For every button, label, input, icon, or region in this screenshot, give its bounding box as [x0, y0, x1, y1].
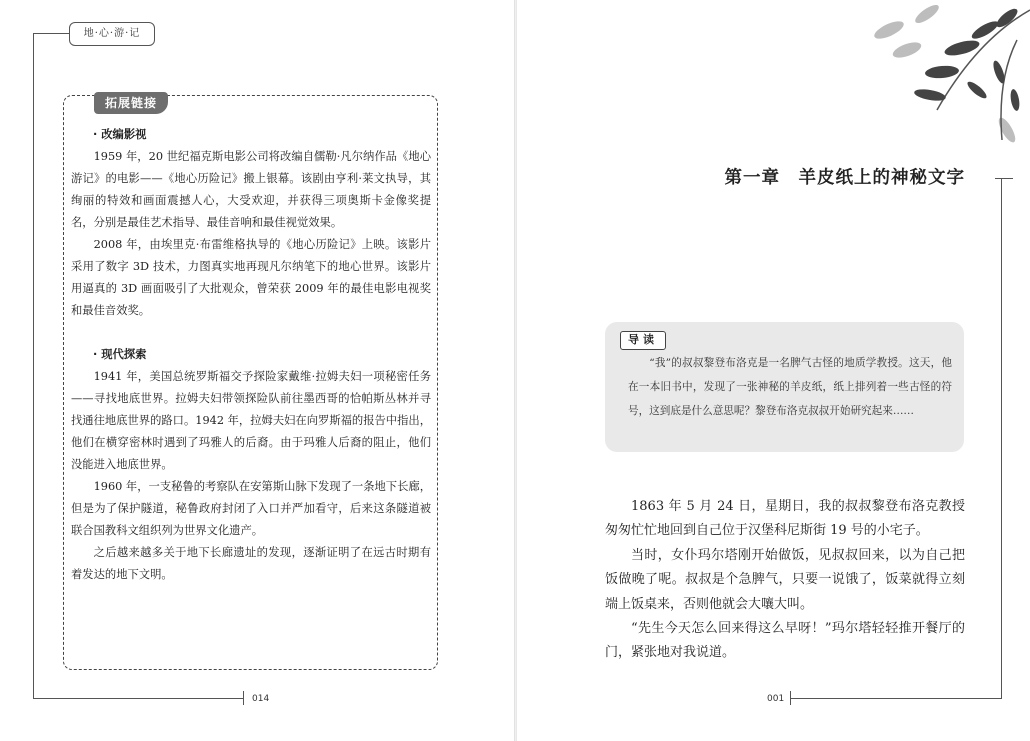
chapter-body	[605, 495, 965, 666]
box-content	[71, 122, 431, 586]
box-label: 拓展链接	[94, 92, 168, 114]
frame-bottom-line	[33, 698, 243, 699]
frame-bottom-line	[790, 698, 1002, 699]
section-heading: · 改编影视	[93, 128, 147, 141]
paragraph: 1959 年，20 世纪福克斯电影公司将改编自儒勒·凡尔纳作品《地心游记》的电影——《地心历险记》搬上银幕。该剧由亨利·莱文执导，其绚丽的特效和画面震撼人心，大受欢迎，并获得三项奥斯卡金像奖提名，分别是最佳艺术指导、最佳音响和最佳视觉效果。	[71, 150, 431, 229]
paragraph: 1863 年 5 月 24 日，星期日，我的叔叔黎登布洛克教授匆匆忙忙地回到自己位于汉堡科尼斯街 19 号的小宅子。	[605, 499, 965, 539]
guide-text	[628, 351, 952, 423]
page-number: 014	[252, 694, 270, 704]
frame-right-line	[1001, 178, 1002, 699]
guide-paragraph: “我”的叔叔黎登布洛克是一名脾气古怪的地质学教授。这天，他在一本旧书中，发现了一张神秘的羊皮纸，纸上排列着一些古怪的符号，这到底是什么意思呢？黎登布洛克叔叔开始研究起来……	[628, 357, 952, 417]
folio-tick	[790, 691, 791, 705]
chapter-title: 第一章 羊皮纸上的神秘文字	[724, 168, 965, 188]
paragraph: 1941 年，美国总统罗斯福交予探险家戴维·拉姆夫妇一项秘密任务——寻找地底世界。拉姆夫妇带领探险队前往墨西哥的恰帕斯丛林并寻找通往地底世界的路口。1942 年，拉姆夫妇在向罗斯福的报告中指出，他们在横穿密林时遇到了玛雅人的后裔。由于玛雅人后裔的阻止，他们没能进入地底世界。	[71, 370, 431, 471]
page-number: 001	[767, 694, 785, 704]
paragraph: 2008 年，由埃里克·布雷维格执导的《地心历险记》上映。该影片采用了数字 3D 技术，力图真实地再现凡尔纳笔下的地心世界。该影片用逼真的 3D 画面吸引了大批观众，曾荣获 2009 年的最佳电影电视奖和最佳音效奖。	[71, 238, 431, 317]
leaf-branch-icon	[867, 0, 1030, 150]
guide-label: 导读	[620, 331, 666, 350]
frame-left-line	[33, 33, 34, 699]
paragraph: “先生今天怎么回来得这么早呀！”玛尔塔轻轻推开餐厅的门，紧张地对我说道。	[605, 621, 965, 661]
running-header: 地·心·游·记	[69, 22, 155, 46]
right-page	[517, 0, 1030, 741]
frame-title-tick	[995, 178, 1013, 179]
section-heading: · 现代探索	[93, 348, 147, 361]
folio-tick	[243, 691, 244, 705]
frame-top-line	[33, 33, 69, 34]
paragraph: 当时，女仆玛尔塔刚开始做饭，见叔叔回来，以为自己把饭做晚了呢。叔叔是个急脾气，只要一说饿了，饭菜就得立刻端上饭桌来，否则他就会大嚷大叫。	[605, 547, 965, 612]
paragraph: 之后越来越多关于地下长廊遗址的发现，逐渐证明了在远古时期有着发达的地下文明。	[71, 546, 431, 581]
paragraph: 1960 年，一支秘鲁的考察队在安第斯山脉下发现了一条地下长廊，但是为了保护隧道，秘鲁政府封闭了入口并严加看守，后来这条隧道被联合国教科文组织列为世界文化遗产。	[71, 480, 431, 537]
